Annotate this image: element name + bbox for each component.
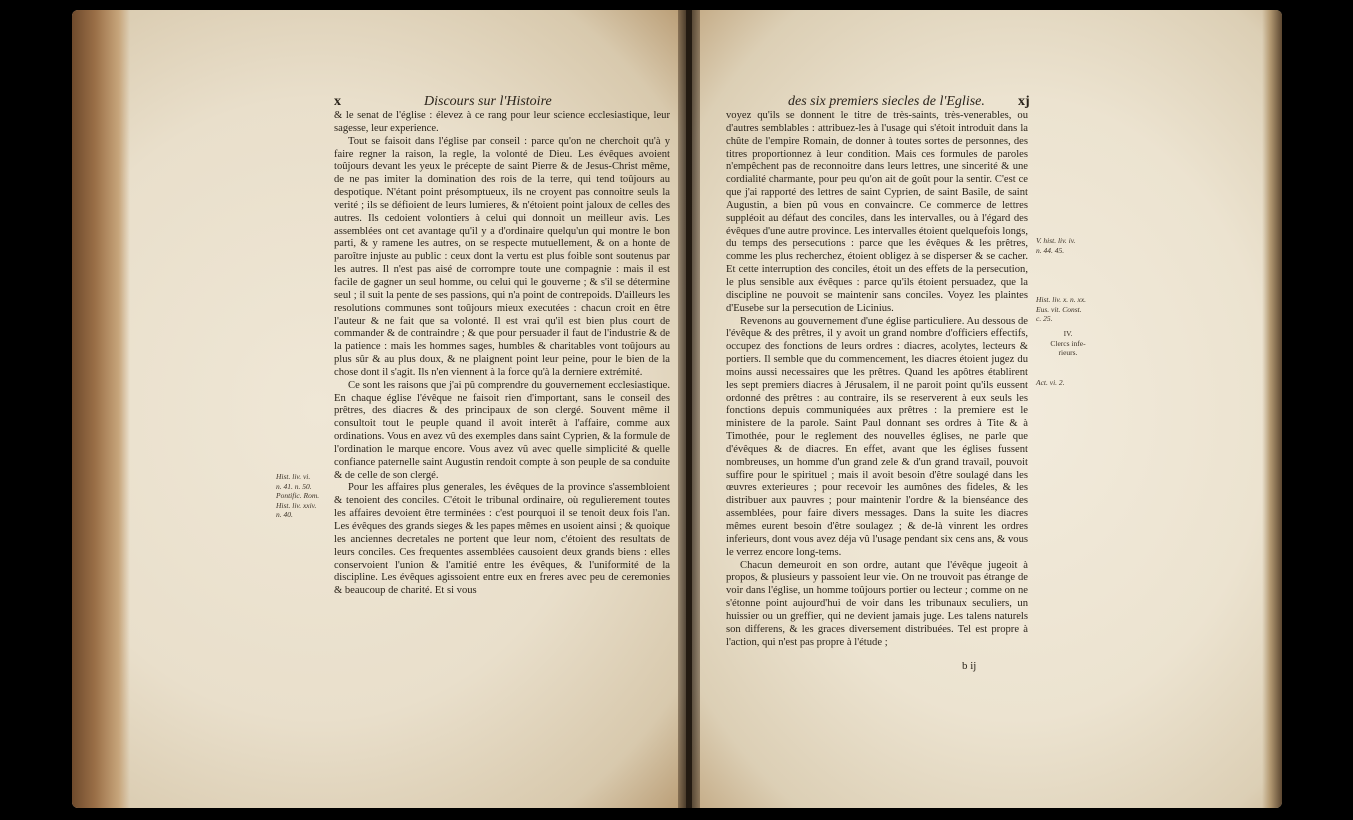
left-running-head: Discours sur l'Histoire [424, 94, 552, 109]
margin-note-line: n. 41. n. 50. [276, 481, 312, 491]
open-book [72, 10, 1282, 808]
right-margin-note-3 [1036, 329, 1100, 358]
paragraph: Tout se faisoit dans l'église par conseil : parce qu'on ne cherchoit qu'à y faire regner la raison, la regle, la volonté de Dieu. Les évêques avoient toûjours devant les yeux le précepte de saint Pierre & de Jesus-Christ même, de ne pas imiter la domination des rois de la terre, qui tend toûjours au despotique. N'étant point présomptueux, ils ne croyent pas connoitre seuls la verité ; ils se défioient de leurs lumieres, & n'étoient point jaloux de celles des autres. Ils cedoient volontiers à celui qui donnoit un meilleur avis. Les assemblées ont cet avantage qu'il y a d'ordinaire quelqu'un qui montre le bon parti, & y ramene les autres, on se respecte mutuellement, & on a honte de paroître injuste au public : ceux dont la vertu est plus foible sont soutenus par les autres. Il n'est pas aisé de corrompre toute une compagnie : mais il est facile de gagner un seul homme, ou celui qui le gouverne ; & s'il se détermine seul ; il suit la pente de ses passions, qui n'a point de contrepoids. D'ailleurs les resolutions communes sont toûjours mieux executées : chacun croit en être l'auteur & ne fait que sa volonté. Il est vrai qu'il est bien plus court de commander & de contraindre ; & que pour persuader il faut de l'industrie & de la patience : mais les hommes sages, humbles & charitables vont toûjours au plus sûr & au plus doux, & ne plaignent point leur peine, pour le bien de la chose dont il s'agit. Ils n'en viennent à la force qu'à la derniere extrémité. [334, 135, 670, 378]
right-running-head: des six premiers siecles de l'Eglise. [788, 94, 985, 109]
margin-note-line: c. 25. [1036, 314, 1053, 323]
margin-note-line: Eus. vit. Const. [1036, 304, 1082, 314]
right-margin-note-1 [1036, 236, 1100, 255]
margin-note-line: rieurs. [1058, 348, 1078, 357]
right-page [692, 10, 1282, 808]
paragraph: Chacun demeuroit en son ordre, autant que l'évêque jugeoit à propos, & plusieurs y passoient leur vie. On ne trouvoit pas étrange de voir dans l'église, un homme toûjours portier ou lecteur ; comme on ne s'étonne point aujourd'hui de voir dans les tribunaux seculiers, un huissier ou un greffier, qui ne devient jamais juge. Les talens naturels son differens, & les graces diversement distribuées. Tel est propre à l'action, qui n'est pas propre à l'étude ; [726, 559, 1028, 648]
paragraph: voyez qu'ils se donnent le titre de très-saints, très-venerables, ou d'autres semblables : attribuez-les à l'usage qui s'étoit introduit dans la chûte de l'empire Romain, de donner à toutes sortes de personnes, des titres proportionnez à leur condition. Mais ces formules de paroles n'empêchent pas de reconnoitre dans leurs lettres, une sincerité & une cordialité charmante, pour peu qu'on ait de goût pour la sentir. C'est ce que j'ai rapporté des lettres de saint Cyprien, de saint Basile, de saint Augustin, a bien pû vous en convaincre. Ce commerce de lettres suppléoit au défaut des conciles, dans les intervalles, ou à l'égard des évêques d'une autre province. Les intervalles étoient quelquefois longs, du temps des persecutions : parce que les évêques & les prêtres, comme les plus recherchez, étoient obligez à se disperser & se cacher. Et cette interruption des conciles, étoit un des effets de la persecution, le plus sensible aux évêques : parce qu'ils étoient persuadez, que la discipline ne pouvoit se maintenir sans conciles. Voyez les plaintes d'Eusebe sur la persecution de Licinius. [726, 110, 1028, 314]
margin-note-line: Hist. liv. vi. [276, 472, 311, 481]
left-folio: x [334, 94, 341, 109]
paragraph: Pour les affaires plus generales, les évêques de la province s'assembloient & tenoient des conciles. C'étoit le tribunal ordinaire, où regulierement toutes les affaires devoient être terminées : c'est pourquoi il se tenoit deux fois l'an. Les évêques des grands sieges & les papes mêmes en usoient ainsi ; & quoique les anciennes decretales ne portent que leur nom, c'étoient des resultats de leurs conciles. Ces frequentes assemblées causoient deux grands biens : elles conservoient l'union & l'amitié entre les évêques, & l'uniformité de la discipline. Les évêques agissoient entre eux en freres avec peu de ceremonies & beaucoup de charité. Et si vous [334, 482, 670, 597]
left-margin-note [276, 472, 332, 520]
margin-note-line: V. hist. liv. iv. [1036, 236, 1076, 245]
margin-note-line: n. 40. [276, 510, 293, 519]
right-margin-note-4 [1036, 378, 1100, 388]
right-body-text [726, 110, 1028, 649]
left-page [72, 10, 686, 808]
left-body-text [334, 110, 670, 598]
margin-note-line: Hist. liv. xxiv. [276, 500, 317, 510]
margin-note-line: n. 44. 45. [1036, 245, 1065, 255]
book-gutter [678, 10, 700, 808]
margin-note-line: IV. [1063, 329, 1073, 338]
left-page-edge [72, 10, 130, 808]
margin-note-line: Pontific. Rom. [276, 491, 320, 500]
margin-note-line: Hist. liv. x. n. xx. [1036, 295, 1087, 304]
margin-note-line: Clercs infe- [1050, 338, 1086, 348]
signature-mark: b ij [962, 660, 977, 672]
paragraph: Revenons au gouvernement d'une église particuliere. Au dessous de l'évêque & des prêtres, il y avoit un grand nombre d'officiers effectifs, occupez des fonctions de leurs ordres : diacres, acolytes, lecteurs & portiers. Il semble que du commencement, les diacres étoient jugez du moins aussi necessaires que les prêtres. Quand les apôtres établirent les sept premiers diacres à Jérusalem, il ne paroit point qu'ils eussent ordonné des prêtres : au contraire, ils se reserverent à eux seuls les fonctions depuis communiquées aux prêtres : la premiere est le ministere de la parole. Saint Paul donnant ses ordres à Tite & à Timothée, pour le reglement des nouvelles églises, ne parle que d'évêques & de diacres. En effet, avant que les églises fussent nombreuses, un homme d'un grand zele & d'un grand travail, pouvoit suffire pour le spirituel ; mais il avoit besoin d'être soulagé dans les œuvres exterieures ; pour recevoir les aumônes des fideles, & les distribuer aux pauvres ; pour maintenir l'ordre & la bienséance des assemblées, pour faire divers messages. Dans la suite les diacres mêmes eurent besoin d'être soulagez ; & de-là vinrent les ordres inferieurs, dont vous avez déja vû l'usage pendant six cens ans, & vous le verrez encore long-tems. [726, 315, 1028, 558]
right-folio: xj [1018, 94, 1030, 109]
paragraph: Ce sont les raisons que j'ai pû comprendre du gouvernement ecclesiastique. En chaque église l'évêque ne faisoit rien d'important, sans le conseil des prêtres, des diacres & des principaux de son clergé. Souvent même il consultoit tout le peuple quand il avoit interêt à l'affaire, comme aux ordinations. Vous en avez vû des exemples dans saint Cyprien, & la formule de l'ordination le marque encore. Vous avez vû avec quelle simplicité & quelle confiance paternelle saint Augustin rendoit compte à son peuple de sa conduite & de celle de son clergé. [334, 379, 670, 481]
margin-note-line: Act. vi. 2. [1036, 378, 1065, 387]
right-page-edge [1262, 10, 1282, 808]
right-margin-note-2 [1036, 295, 1100, 324]
paragraph: & le senat de l'église : élevez à ce rang pour leur science ecclesiastique, leur sagesse, leur experience. [334, 110, 670, 134]
